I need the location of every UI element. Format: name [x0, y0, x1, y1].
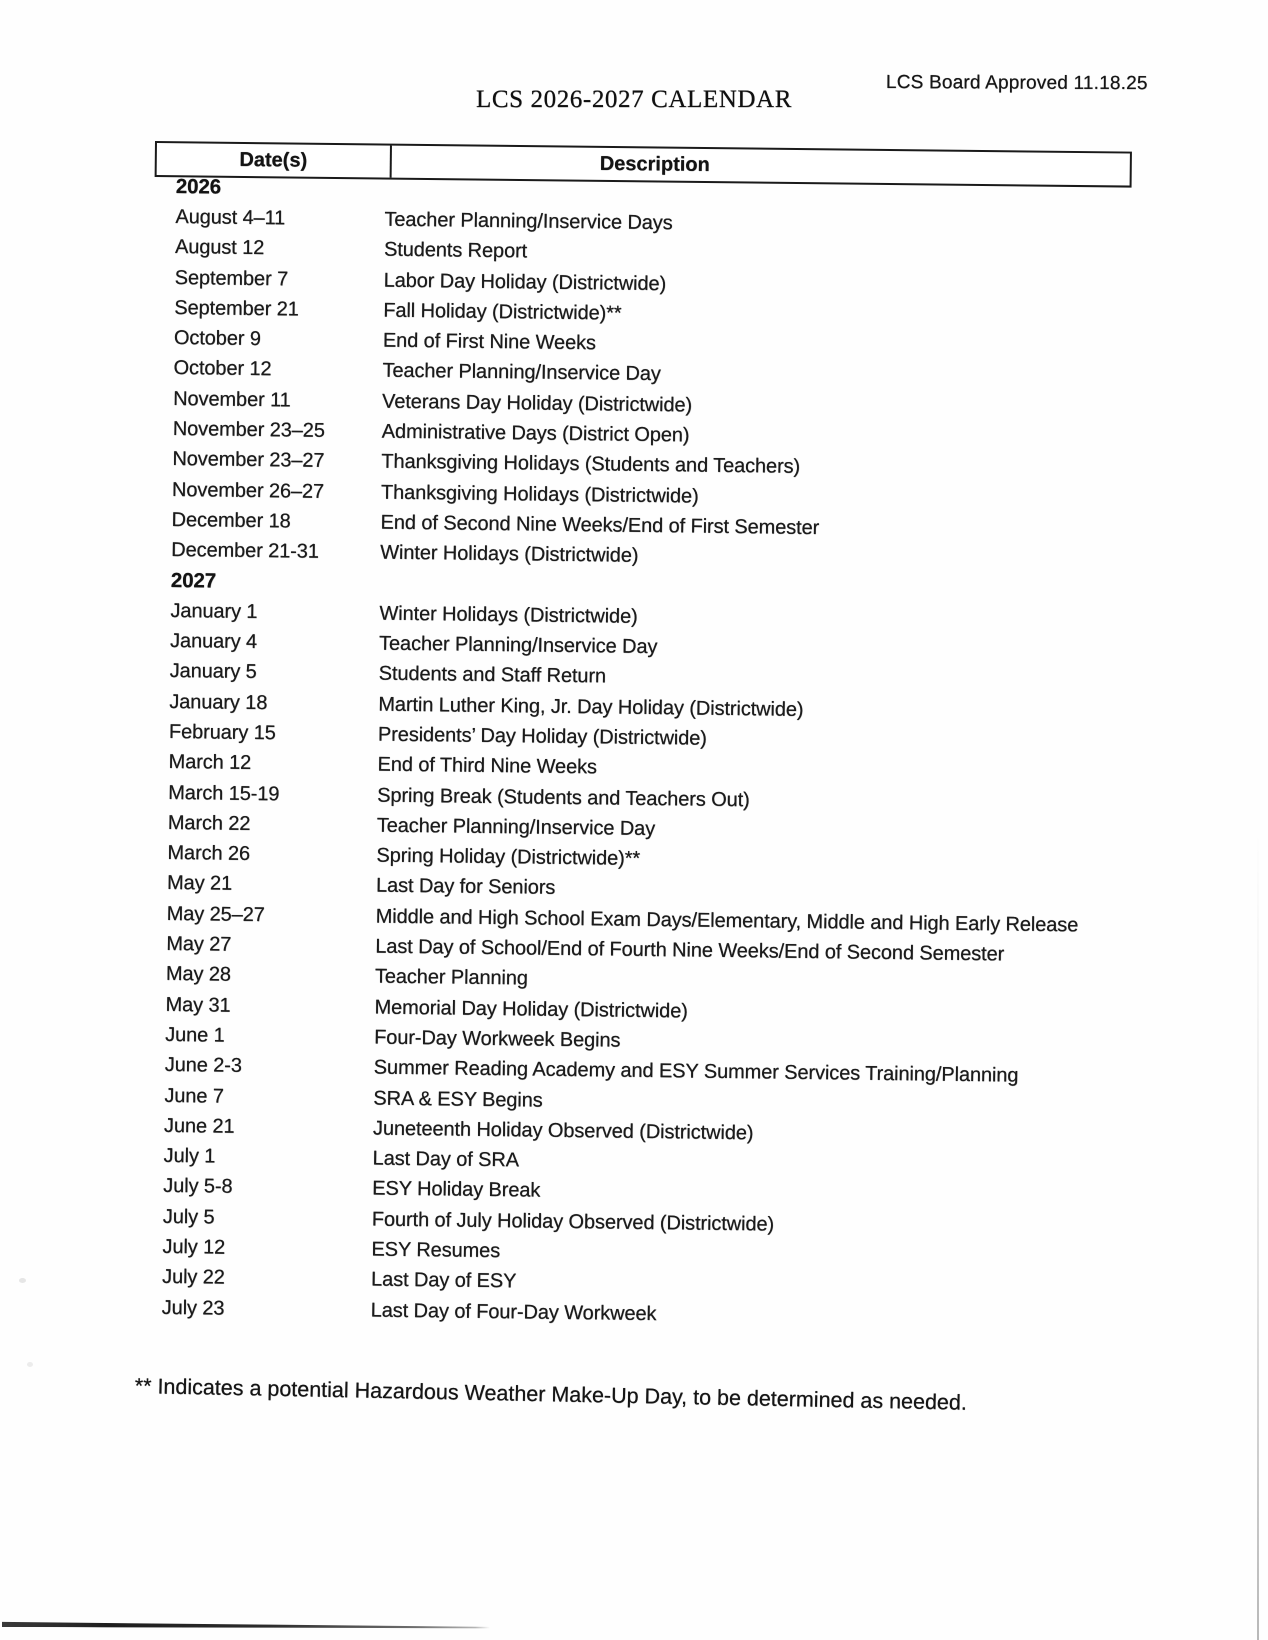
- row-date: June 1: [165, 1023, 225, 1047]
- row-date: March 15-19: [168, 781, 280, 805]
- page-title: LCS 2026-2027 CALENDAR: [476, 86, 792, 113]
- row-date: March 22: [167, 811, 251, 835]
- row-description: End of Second Nine Weeks/End of First Semester: [380, 511, 820, 540]
- row-date: March 12: [168, 751, 252, 775]
- row-date: March 26: [167, 842, 251, 866]
- row-date: January 5: [169, 660, 257, 684]
- row-description: Spring Break (Students and Teachers Out): [377, 784, 750, 811]
- scan-artifact-bottom-line: [2, 1621, 490, 1630]
- row-description: SRA & ESY Begins: [373, 1087, 543, 1112]
- row-description: Teacher Planning: [374, 965, 528, 990]
- row-date: June 7: [164, 1084, 224, 1108]
- row-description: Last Day of Four-Day Workweek: [370, 1299, 657, 1325]
- row-date: October 12: [173, 357, 272, 381]
- row-date: November 11: [173, 387, 291, 412]
- row-date: September 21: [174, 296, 299, 321]
- row-description: Last Day for Seniors: [375, 875, 556, 900]
- row-description: Teacher Planning/Inservice Day: [378, 632, 658, 659]
- row-date: July 1: [163, 1145, 216, 1168]
- row-date: July 23: [161, 1296, 225, 1320]
- row-date: May 27: [166, 933, 232, 956]
- row-description: Four-Day Workweek Begins: [374, 1026, 621, 1052]
- row-date: May 25–27: [166, 902, 265, 926]
- row-date: August 4–11: [175, 205, 286, 230]
- row-description: Martin Luther King, Jr. Day Holiday (Districtwide): [378, 693, 804, 721]
- scan-speck: [19, 1278, 26, 1283]
- row-description: Teacher Planning/Inservice Day: [382, 360, 661, 386]
- row-description: Thanksgiving Holidays (Students and Teachers): [381, 450, 801, 479]
- row-date: January 1: [170, 599, 258, 623]
- row-description: Last Day of School/End of Fourth Nine Weeks/End of Second Semester: [375, 935, 1005, 966]
- row-description: Juneteenth Holiday Observed (Districtwide): [372, 1117, 754, 1145]
- row-date: November 26–27: [171, 478, 325, 503]
- row-date: February 15: [168, 720, 276, 745]
- row-description: Last Day of SRA: [372, 1147, 520, 1172]
- row-description: Fourth of July Holiday Observed (Districtwide): [371, 1208, 775, 1236]
- row-description: Administrative Days (District Open): [381, 420, 690, 447]
- row-description: ESY Resumes: [371, 1238, 501, 1263]
- row-date: May 31: [165, 993, 231, 1017]
- scan-artifact-page-edge: [1257, 828, 1259, 1640]
- year-heading: 2026: [175, 175, 222, 199]
- row-description: Presidents’ Day Holiday (Districtwide): [377, 723, 707, 750]
- row-description: Labor Day Holiday (Districtwide): [383, 269, 667, 295]
- table-body: [162, 172, 1116, 1335]
- row-description: Teacher Planning/Inservice Days: [384, 208, 673, 235]
- row-description: Veterans Day Holiday (Districtwide): [381, 390, 693, 417]
- row-date: November 23–25: [172, 417, 325, 442]
- row-date: September 7: [174, 266, 289, 290]
- row-description: Winter Holidays (Districtwide): [380, 541, 639, 568]
- row-date: July 5: [162, 1205, 215, 1229]
- row-description: Winter Holidays (Districtwide): [379, 602, 638, 628]
- row-description: ESY Holiday Break: [372, 1177, 541, 1203]
- row-date: December 21-31: [171, 539, 319, 564]
- row-description: Middle and High School Exam Days/Elementary, Middle and High Early Release: [375, 905, 1079, 937]
- row-date: May 28: [165, 963, 232, 987]
- row-description: Thanksgiving Holidays (Districtwide): [380, 481, 699, 508]
- row-date: January 18: [169, 690, 268, 714]
- row-description: Fall Holiday (Districtwide)**: [383, 299, 622, 325]
- row-date: June 21: [163, 1114, 235, 1138]
- row-date: December 18: [171, 508, 291, 533]
- column-header-description: Description: [599, 152, 710, 176]
- row-date: May 21: [166, 872, 233, 896]
- row-date: October 9: [173, 327, 261, 351]
- row-description: Last Day of ESY: [370, 1268, 517, 1293]
- row-date: January 4: [169, 630, 258, 654]
- row-date: June 2-3: [164, 1054, 242, 1078]
- column-header-dates: Date(s): [157, 143, 392, 178]
- row-date: July 12: [162, 1235, 226, 1259]
- row-description: Students Report: [383, 238, 528, 263]
- row-description: Spring Holiday (Districtwide)**: [376, 844, 641, 871]
- board-approved-note: LCS Board Approved 11.18.25: [885, 72, 1148, 95]
- footnote: ** Indicates a potential Hazardous Weather Make-Up Day, to be determined as needed.: [134, 1374, 968, 1415]
- row-date: November 23–27: [172, 448, 325, 473]
- row-date: August 12: [174, 236, 265, 260]
- row-description: Memorial Day Holiday (Districtwide): [374, 996, 688, 1023]
- row-description: Students and Staff Return: [378, 662, 607, 688]
- scan-speck: [27, 1362, 33, 1367]
- row-description: End of First Nine Weeks: [382, 329, 596, 355]
- row-description: Teacher Planning/Inservice Day: [376, 814, 656, 840]
- row-date: July 22: [161, 1266, 225, 1290]
- year-heading: 2027: [170, 568, 217, 593]
- row-description: Summer Reading Academy and ESY Summer Services Training/Planning: [373, 1056, 1019, 1087]
- row-date: July 5-8: [163, 1175, 233, 1199]
- row-description: End of Third Nine Weeks: [377, 753, 597, 779]
